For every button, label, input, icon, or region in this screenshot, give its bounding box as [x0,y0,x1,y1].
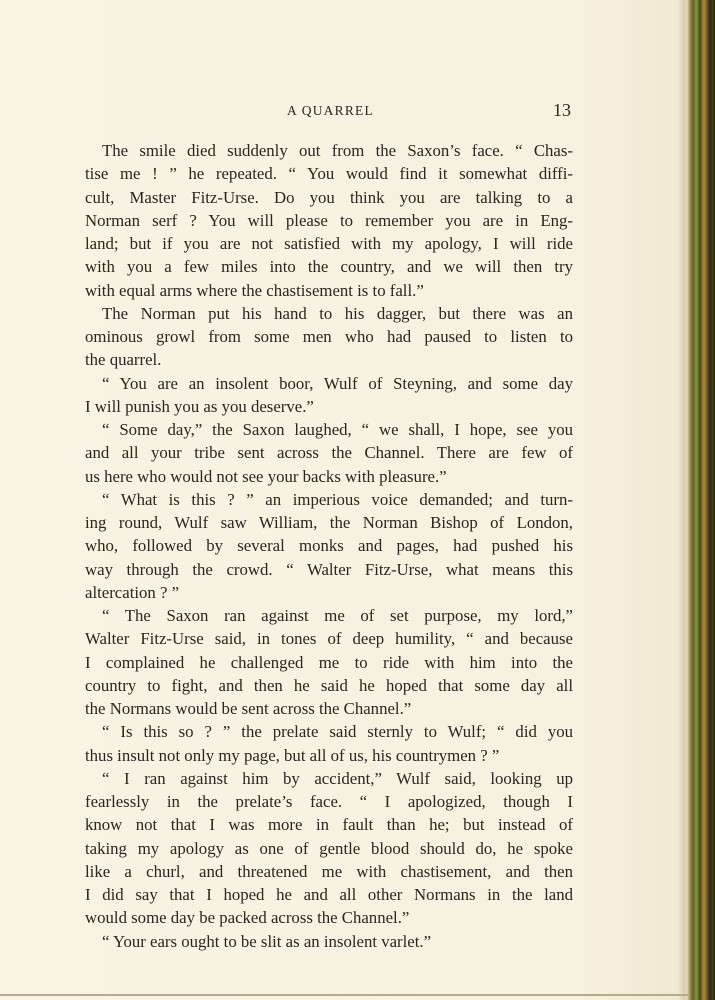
text-line: and all your tribe sent across the Channel. There are few of [85,443,573,463]
text-line: cult, Master Fitz-Urse. Do you think you are talking to a [85,187,573,207]
text-line: us here who would not see your backs with pleasure.” [85,466,447,486]
page-bottom-edge [0,994,690,996]
text-line: know not that I was more in fault than he; but instead of [85,815,573,835]
text-line: “ Your ears ought to be slit as an insolent varlet.” [102,931,432,951]
text-line: like a churl, and threatened me with chastisement, and then [85,861,573,881]
text-line: altercation ? ” [85,582,180,602]
text-line: I complained he challenged me to ride with him into the [85,652,573,672]
text-line: with you a few miles into the country, and we will then try [85,257,573,277]
text-line: taking my apology as one of gentle blood should do, he spoke [85,838,573,858]
text-line: tise me ! ” he repeated. “ You would find it somewhat diffi- [85,164,573,184]
text-line: would some day be packed across the Channel.” [85,908,410,928]
text-line: land; but if you are not satisfied with my apology, I will ride [85,234,573,253]
text-line: “ What is this ? ” an imperious voice demanded; and turn- [102,489,573,509]
text-line: with equal arms where the chastisement is to fall.” [85,280,424,300]
running-head [0,100,684,125]
text-line: the quarrel. [85,350,162,370]
page-number: 13 [553,100,571,120]
text-line: The Norman put his hand to his dagger, but there was an [102,303,573,323]
text-line: Walter Fitz-Urse said, in tones of deep humility, “ and because [85,629,573,649]
text-line: Norman serf ? You will please to remember you are in Eng- [85,210,573,230]
book-spine [684,0,715,1000]
body-text [85,139,573,953]
text-line: thus insult not only my page, but all of us, his countrymen ? ” [85,745,500,765]
text-line: “ I ran against him by accident,” Wulf said, looking up [102,768,573,788]
text-line: “ You are an insolent boor, Wulf of Steyning, and some day [102,373,573,393]
text-line: way through the crowd. “ Walter Fitz-Urse, what means this [85,559,573,579]
text-line: country to fight, and then he said he hoped that some day all [85,675,573,695]
text-line: The smile died suddenly out from the Saxon’s face. “ Chas- [102,141,573,160]
text-line: “ The Saxon ran against me of set purpose, my lord,” [102,606,573,625]
text-line: “ Is this so ? ” the prelate said sternly to Wulf; “ did you [102,722,573,742]
text-line: ominous growl from some men who had paused to listen to [85,327,573,346]
text-line: I will punish you as you deserve.” [85,396,314,416]
text-line: I did say that I hoped he and all other Normans in the land [85,885,573,904]
text-line: who, followed by several monks and pages, had pushed his [85,536,573,556]
text-line: the Normans would be sent across the Channel.” [85,699,412,718]
text-line: “ Some day,” the Saxon laughed, “ we shall, I hope, see you [102,420,573,439]
text-line: fearlessly in the prelate’s face. “ I apologized, though I [85,792,573,811]
text-line: ing round, Wulf saw William, the Norman Bishop of London, [85,513,573,532]
running-head-title: A QUARREL [287,103,374,118]
